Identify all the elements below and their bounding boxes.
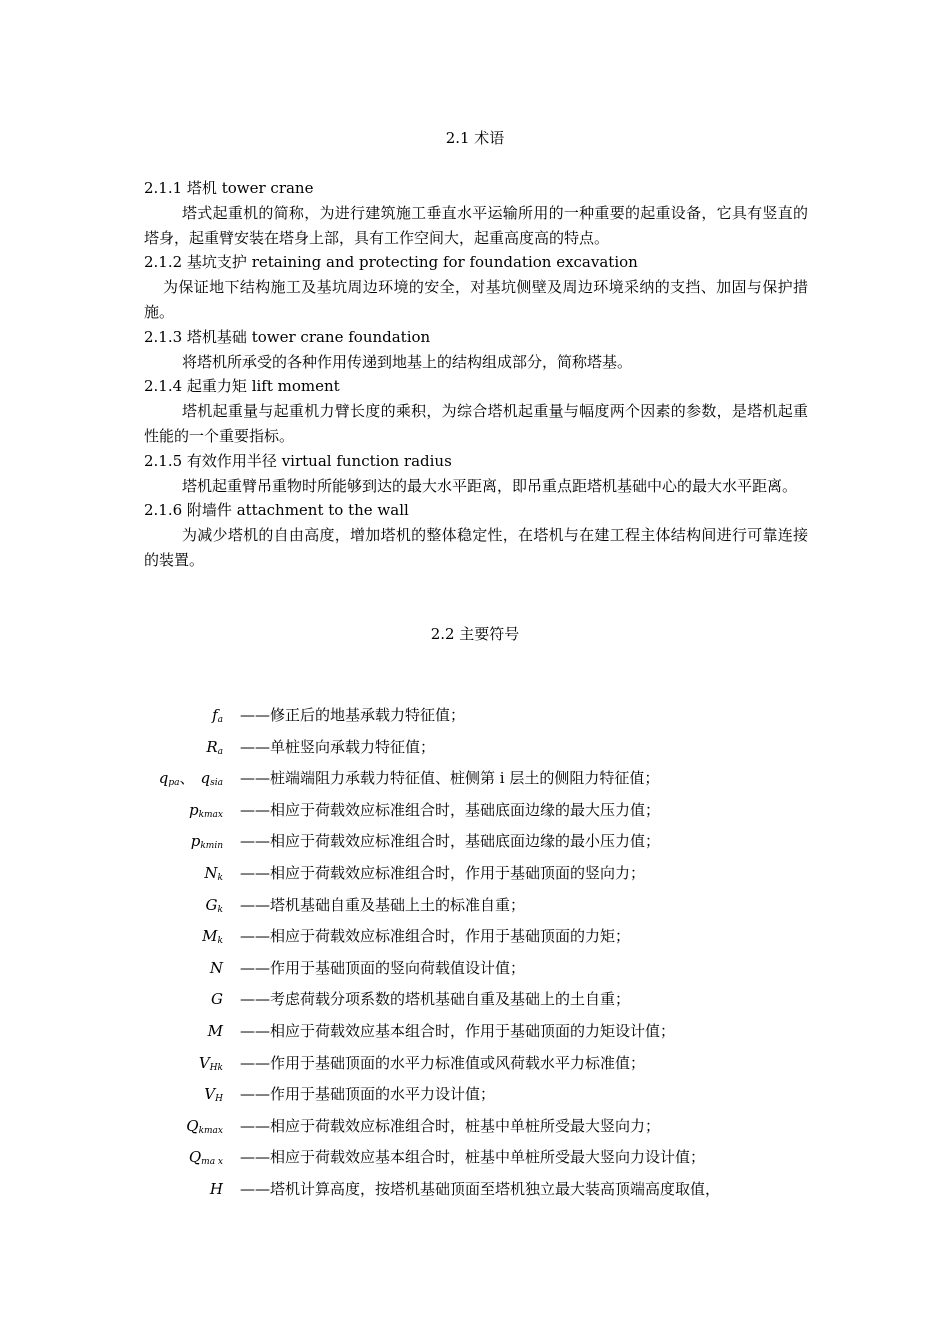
symbol-notation	[210, 953, 223, 985]
symbol-row	[130, 984, 830, 1016]
symbol-notation	[191, 826, 223, 858]
symbol-subscript: k	[217, 936, 223, 947]
symbol-row	[130, 1079, 830, 1111]
symbol-row	[130, 1142, 830, 1174]
symbol-subscript: a	[217, 715, 223, 725]
symbol-subscript-2: sia	[210, 778, 223, 789]
symbol-description: ——单桩竖向承载力特征值；	[240, 737, 436, 756]
symbol-notation	[206, 732, 223, 764]
symbol-subscript: Hk	[209, 1062, 223, 1073]
symbol-description: ——相应于荷载效应标准组合时，作用于基础顶面的力矩；	[240, 927, 631, 946]
symbol-notation	[212, 700, 223, 732]
symbol-description: ——作用于基础顶面的竖向荷载值设计值；	[240, 958, 526, 977]
symbol-base: V	[198, 1053, 210, 1072]
term-2-1-1-body: 塔式起重机的简称，为进行建筑施工垂直水平运输所用的一种重要的起重设备，它具有竖直的塔身，起重臂安装在塔身上部，具有工作空间大，起重高度高的特点。	[144, 203, 808, 247]
symbol-subscript: kmin	[200, 841, 223, 852]
symbol-row	[130, 858, 830, 890]
term-2-1-1-heading: 2.1.1 塔机 tower crane	[144, 179, 314, 197]
term-2-1-3-heading: 2.1.3 塔机基础 tower crane foundation	[144, 327, 431, 346]
symbol-separator: 、	[179, 769, 195, 788]
symbol-description: ——塔机计算高度，按塔机基础顶面至塔机独立最大装高顶端高度取值，	[240, 1179, 721, 1198]
term-2-1-4-body: 塔机起重量与起重机力臂长度的乘积，为综合塔机起重量与幅度两个因素的参数，是塔机起重性能的一个重要指标。	[144, 402, 808, 445]
symbol-notation	[186, 1111, 223, 1143]
term-2-1-2-heading: 2.1.2 基坑支护 retaining and protecting for foundation excavation	[144, 253, 638, 272]
symbol-row	[130, 953, 830, 985]
symbol-subscript: k	[217, 904, 223, 915]
symbol-base: p	[190, 832, 201, 851]
symbol-row	[130, 795, 830, 827]
symbol-base: f	[212, 706, 218, 724]
symbol-description: ——塔机基础自重及基础上土的标准自重；	[240, 895, 526, 914]
symbol-base: Q	[188, 1148, 202, 1167]
term-2-1-5-body: 塔机起重臂吊重物时所能够到达的最大水平距离，即吊重点距塔机基础中心的最大水平距离。	[182, 476, 798, 495]
symbol-description: ——相应于荷载效应标准组合时，作用于基础顶面的竖向力；	[240, 863, 646, 882]
symbol-description: ——相应于荷载效应基本组合时，桩基中单桩所受最大竖向力设计值；	[240, 1148, 706, 1167]
symbol-notation	[202, 921, 223, 953]
term-2-1-4-heading: 2.1.4 起重力矩 lift moment	[144, 377, 340, 396]
symbol-description: ——相应于荷载效应基本组合时，作用于基础顶面的力矩设计值；	[240, 1021, 676, 1040]
symbol-row	[130, 700, 830, 732]
symbol-base: p	[188, 800, 199, 819]
section-2-1-title: 2.1 术语	[445, 129, 505, 147]
symbol-row	[130, 921, 830, 953]
symbol-description: ——考虑荷载分项系数的塔机基础自重及基础上的土自重；	[240, 990, 631, 1009]
symbol-description: ——作用于基础顶面的水平力设计值；	[240, 1085, 496, 1104]
symbol-notation	[206, 890, 223, 922]
symbol-base: H	[209, 1179, 223, 1198]
symbol-base: G	[211, 990, 223, 1009]
symbol-base: V	[204, 1085, 216, 1104]
symbol-row	[130, 890, 830, 922]
symbol-row	[130, 1016, 830, 1048]
symbols-list	[130, 700, 830, 1206]
terms-list	[144, 176, 808, 573]
symbol-description: ——相应于荷载效应标准组合时，基础底面边缘的最大压力值；	[240, 800, 661, 819]
symbol-base: N	[209, 958, 223, 977]
symbol-base: q	[158, 769, 169, 788]
symbol-notation	[159, 763, 223, 795]
symbol-description: ——修正后的地基承载力特征值；	[240, 706, 466, 724]
symbol-subscript: H	[215, 1094, 223, 1105]
symbol-base: Q	[186, 1116, 199, 1135]
symbol-row	[130, 826, 830, 858]
term-2-1-6-body: 为减少塔机的自由高度，增加塔机的整体稳定性，在塔机与在建工程主体结构间进行可靠连接的装置。	[144, 526, 808, 569]
section-2-2-title: 2.2 主要符号	[430, 625, 520, 643]
symbol-base: R	[206, 737, 218, 756]
symbol-row	[130, 1111, 830, 1143]
symbol-subscript: kmax	[198, 809, 223, 820]
symbol-notation	[199, 1048, 223, 1080]
symbol-row	[130, 1048, 830, 1080]
symbol-notation	[189, 795, 223, 827]
symbol-notation	[211, 984, 223, 1016]
symbol-base: G	[205, 895, 218, 914]
symbol-notation	[189, 1142, 223, 1174]
symbol-notation	[204, 1079, 223, 1111]
symbol-notation	[208, 1016, 223, 1048]
symbol-subscript: k	[217, 872, 223, 883]
symbol-base-2: q	[200, 769, 211, 788]
symbol-notation	[204, 858, 223, 890]
symbol-base: M	[207, 1021, 223, 1040]
symbol-subscript: ma x	[201, 1157, 223, 1168]
symbol-row	[130, 732, 830, 764]
symbol-row	[130, 1174, 830, 1206]
term-2-1-2-body: 为保证地下结构施工及基坑周边环境的安全，对基坑侧壁及周边环境采纳的支挡、加固与保护措施。	[144, 278, 808, 321]
symbol-base: N	[204, 863, 218, 882]
symbol-subscript: kmax	[198, 1125, 223, 1136]
symbol-description: ——相应于荷载效应标准组合时，基础底面边缘的最小压力值；	[240, 832, 661, 851]
term-2-1-3-body: 将塔机所承受的各种作用传递到地基上的结构组成部分，简称塔基。	[182, 352, 633, 371]
symbol-base: M	[202, 927, 218, 946]
symbol-description: ——桩端端阻力承载力特征值、桩侧第 i 层土的侧阻力特征值；	[240, 769, 660, 788]
term-2-1-5-heading: 2.1.5 有效作用半径 virtual function radius	[144, 451, 452, 470]
symbol-subscript: pa	[168, 778, 180, 789]
term-2-1-6-heading: 2.1.6 附墙件 attachment to the wall	[144, 501, 409, 520]
symbol-row	[130, 763, 830, 795]
symbol-notation	[210, 1174, 223, 1206]
symbol-description: ——相应于荷载效应标准组合时，桩基中单桩所受最大竖向力；	[240, 1116, 661, 1135]
symbol-subscript: a	[217, 746, 223, 757]
symbol-description: ——作用于基础顶面的水平力标准值或风荷载水平力标准值；	[240, 1053, 646, 1072]
